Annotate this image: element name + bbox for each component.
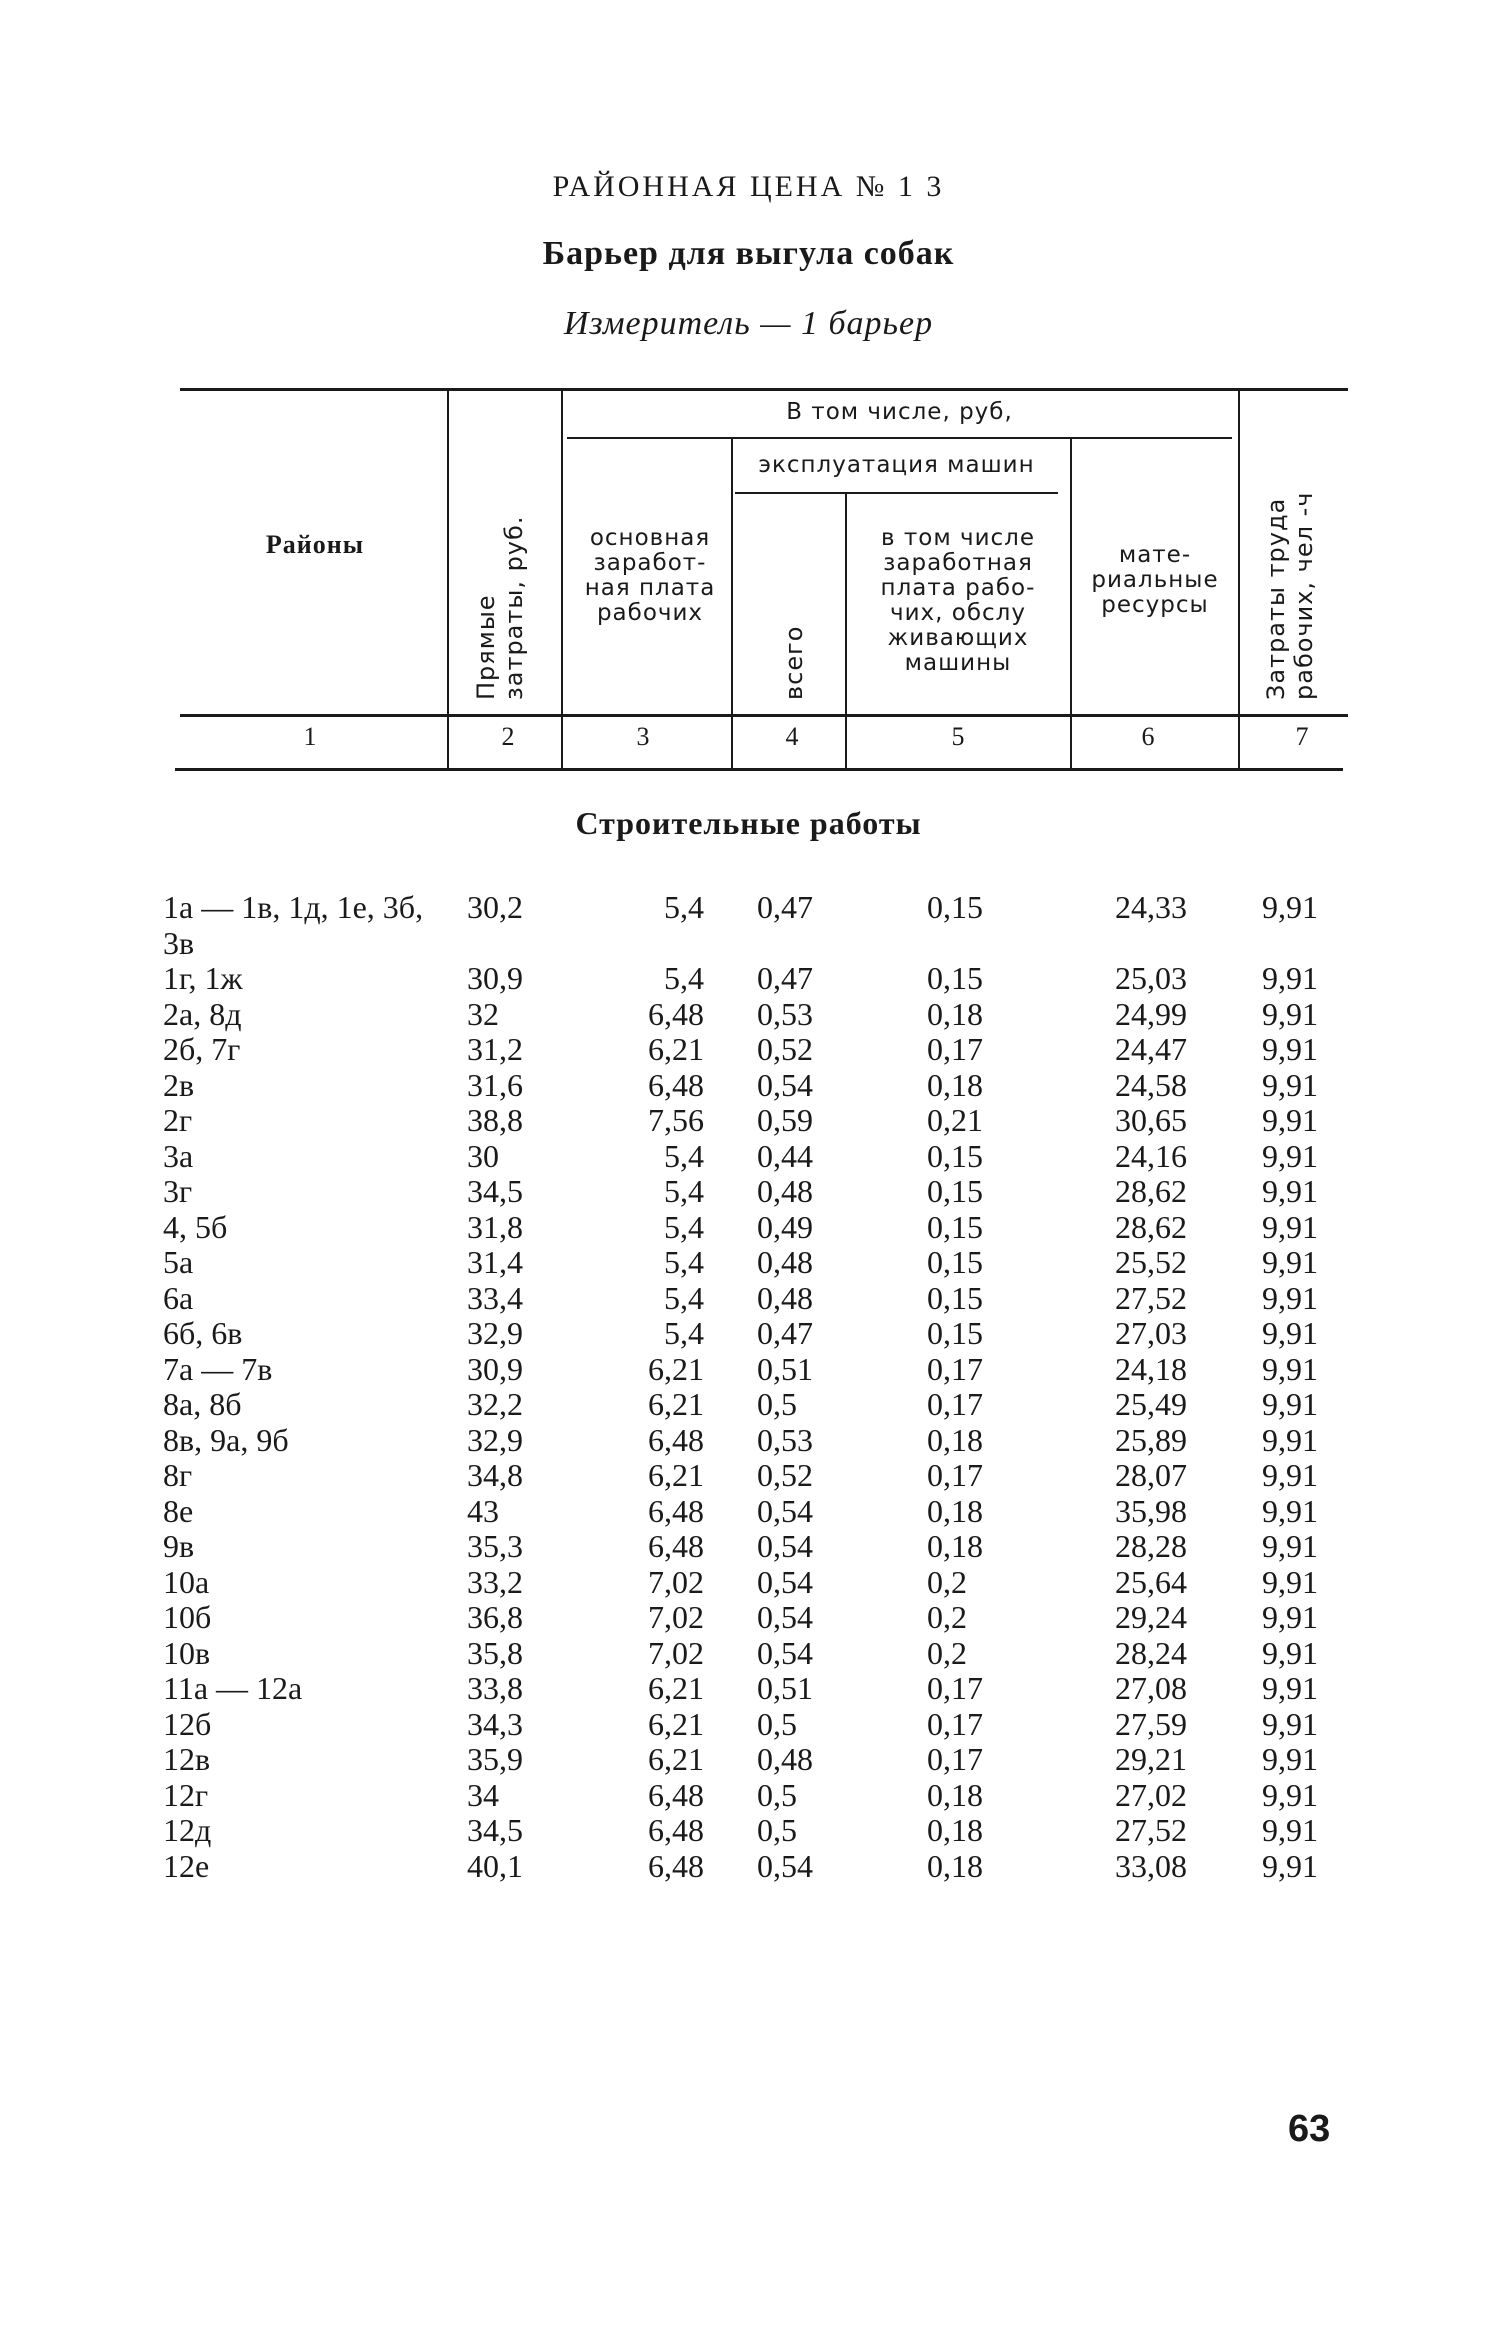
region-cell: 8е xyxy=(163,1492,194,1529)
labor-cell: 9,91 xyxy=(1262,1421,1318,1458)
column-number: 5 xyxy=(951,722,965,751)
materials-cell: 28,28 xyxy=(1115,1528,1187,1564)
machine-wages-cell: 0,15 xyxy=(927,889,983,925)
direct-costs-cell: 30,2 xyxy=(467,889,523,925)
table-row xyxy=(0,1849,1497,1885)
machine-total-cell: 0,5 xyxy=(757,1812,797,1848)
machine-wages-cell: 0,15 xyxy=(927,1279,983,1316)
direct-costs-cell: 31,6 xyxy=(467,1066,523,1103)
base-wages-cell: 6,48 xyxy=(648,1421,704,1458)
table-bottom-rule xyxy=(175,768,1343,771)
direct-costs-cell: 36,8 xyxy=(467,1599,523,1635)
region-cell: 6б, 6в xyxy=(163,1315,243,1351)
region-cell: 8в, 9а, 9б xyxy=(163,1421,289,1458)
table-row xyxy=(0,1707,1497,1743)
direct-costs-cell: 30,9 xyxy=(467,960,523,996)
column-number: 6 xyxy=(1141,722,1155,751)
base-wages-cell: 5,4 xyxy=(664,960,704,996)
region-cell: 3г xyxy=(163,1173,193,1209)
machine-wages-cell: 0,2 xyxy=(927,1563,967,1600)
region-cell: 2г xyxy=(163,1102,193,1138)
base-wages-cell: 5,4 xyxy=(664,1244,704,1280)
region-cell: 12д xyxy=(163,1812,212,1848)
materials-cell: 25,03 xyxy=(1115,960,1187,996)
base-wages-cell: 6,48 xyxy=(648,1492,704,1529)
direct-costs-cell: 33,2 xyxy=(467,1563,523,1600)
header-bottom-rule xyxy=(180,714,1348,717)
item-title: Барьер для выгула собак xyxy=(542,235,955,272)
materials-cell: 35,98 xyxy=(1115,1492,1187,1529)
header-machine-total: всего xyxy=(780,625,808,700)
region-cell: 3а xyxy=(163,1137,194,1174)
table-row xyxy=(0,1600,1497,1636)
region-cell: 8г xyxy=(163,1457,193,1493)
machine-total-cell: 0,5 xyxy=(757,1705,797,1742)
header-direct-costs: Прямые затраты, руб. xyxy=(472,515,528,700)
region-cell: 8а, 8б xyxy=(163,1386,242,1422)
labor-cell: 9,91 xyxy=(1262,1528,1318,1564)
table-row xyxy=(0,1316,1497,1352)
region-cell: 10а xyxy=(163,1563,210,1600)
vline-4 xyxy=(845,494,847,770)
machine-wages-cell: 0,15 xyxy=(927,1208,983,1245)
table-row xyxy=(0,1103,1497,1139)
base-wages-cell: 5,4 xyxy=(664,1173,704,1209)
table-row xyxy=(0,1210,1497,1246)
machine-wages-cell: 0,15 xyxy=(927,1244,983,1280)
base-wages-cell: 6,21 xyxy=(648,1457,704,1493)
labor-cell: 9,91 xyxy=(1262,1315,1318,1351)
direct-costs-cell: 32 xyxy=(467,995,499,1032)
machine-total-cell: 0,52 xyxy=(757,1457,813,1493)
price-table-body xyxy=(0,890,1497,1884)
table-row xyxy=(0,1174,1497,1210)
machine-total-cell: 0,51 xyxy=(757,1350,813,1387)
region-cell: 2б, 7г xyxy=(163,1031,241,1067)
materials-cell: 27,03 xyxy=(1115,1315,1187,1351)
subgroup-rule xyxy=(735,492,1058,494)
labor-cell: 9,91 xyxy=(1262,1031,1318,1067)
labor-cell: 9,91 xyxy=(1262,1244,1318,1280)
column-number: 7 xyxy=(1295,722,1309,751)
machine-total-cell: 0,44 xyxy=(757,1137,813,1174)
table-row xyxy=(0,1139,1497,1175)
materials-cell: 24,16 xyxy=(1115,1137,1187,1174)
materials-cell: 27,52 xyxy=(1115,1279,1187,1316)
base-wages-cell: 5,4 xyxy=(664,1137,704,1174)
section-title: Строительные работы xyxy=(575,805,922,841)
materials-cell: 29,21 xyxy=(1115,1741,1187,1777)
header-base-wages: основная заработ-ная плата рабочих xyxy=(584,525,716,626)
machine-total-cell: 0,54 xyxy=(757,1599,813,1635)
base-wages-cell: 6,21 xyxy=(648,1670,704,1706)
region-cell: 4, 5б xyxy=(163,1208,228,1245)
labor-cell: 9,91 xyxy=(1262,1812,1318,1848)
region-cell: 1а — 1в, 1д, 1е, 3б, 3в xyxy=(163,889,424,961)
materials-cell: 25,52 xyxy=(1115,1244,1187,1280)
machine-wages-cell: 0,17 xyxy=(927,1705,983,1742)
machine-wages-cell: 0,17 xyxy=(927,1670,983,1706)
labor-cell: 9,91 xyxy=(1262,1350,1318,1387)
machine-total-cell: 0,53 xyxy=(757,995,813,1032)
direct-costs-cell: 34,5 xyxy=(467,1173,523,1209)
machine-wages-cell: 0,17 xyxy=(927,1741,983,1777)
table-row xyxy=(0,890,1497,961)
machine-wages-cell: 0,15 xyxy=(927,1315,983,1351)
base-wages-cell: 7,56 xyxy=(648,1102,704,1138)
table-row xyxy=(0,1352,1497,1388)
machine-wages-cell: 0,18 xyxy=(927,1776,983,1813)
direct-costs-cell: 34 xyxy=(467,1776,499,1813)
materials-cell: 25,89 xyxy=(1115,1421,1187,1458)
machine-total-cell: 0,51 xyxy=(757,1670,813,1706)
vline-2 xyxy=(561,390,563,770)
materials-cell: 33,08 xyxy=(1115,1847,1187,1884)
region-cell: 12е xyxy=(163,1847,210,1884)
materials-cell: 27,08 xyxy=(1115,1670,1187,1706)
labor-cell: 9,91 xyxy=(1262,1634,1318,1671)
direct-costs-cell: 35,8 xyxy=(467,1634,523,1671)
base-wages-cell: 7,02 xyxy=(648,1599,704,1635)
machine-total-cell: 0,49 xyxy=(757,1208,813,1245)
labor-cell: 9,91 xyxy=(1262,1563,1318,1600)
base-wages-cell: 5,4 xyxy=(664,889,704,925)
column-number: 3 xyxy=(636,722,650,751)
header-labor: Затраты труда рабочих, чел -ч xyxy=(1262,491,1318,700)
column-number: 1 xyxy=(303,722,317,751)
table-row xyxy=(0,1636,1497,1672)
materials-cell: 24,47 xyxy=(1115,1031,1187,1067)
materials-cell: 25,49 xyxy=(1115,1386,1187,1422)
vline-3 xyxy=(731,439,733,770)
base-wages-cell: 6,48 xyxy=(648,995,704,1032)
base-wages-cell: 6,48 xyxy=(648,1066,704,1103)
machine-wages-cell: 0,18 xyxy=(927,995,983,1032)
table-row xyxy=(0,1387,1497,1423)
machine-total-cell: 0,5 xyxy=(757,1776,797,1813)
machine-wages-cell: 0,18 xyxy=(927,1812,983,1848)
region-cell: 5а xyxy=(163,1244,194,1280)
machine-wages-cell: 0,17 xyxy=(927,1031,983,1067)
machine-wages-cell: 0,17 xyxy=(927,1457,983,1493)
materials-cell: 29,24 xyxy=(1115,1599,1187,1635)
direct-costs-cell: 31,8 xyxy=(467,1208,523,1245)
labor-cell: 9,91 xyxy=(1262,1208,1318,1245)
direct-costs-cell: 31,4 xyxy=(467,1244,523,1280)
table-row xyxy=(0,1032,1497,1068)
region-cell: 2а, 8д xyxy=(163,995,242,1032)
materials-cell: 24,99 xyxy=(1115,995,1187,1032)
column-number: 4 xyxy=(785,722,799,751)
vline-1 xyxy=(447,390,449,770)
group-rule xyxy=(567,437,1232,439)
direct-costs-cell: 32,9 xyxy=(467,1315,523,1351)
region-cell: 1г, 1ж xyxy=(163,960,243,996)
region-cell: 11а — 12а xyxy=(163,1670,303,1706)
region-cell: 12б xyxy=(163,1705,212,1742)
machine-wages-cell: 0,15 xyxy=(927,960,983,996)
machine-total-cell: 0,48 xyxy=(757,1741,813,1777)
machine-total-cell: 0,54 xyxy=(757,1492,813,1529)
base-wages-cell: 6,48 xyxy=(648,1776,704,1813)
labor-cell: 9,91 xyxy=(1262,1137,1318,1174)
machine-wages-cell: 0,15 xyxy=(927,1137,983,1174)
table-row xyxy=(0,1281,1497,1317)
table-row xyxy=(0,1742,1497,1778)
materials-cell: 28,62 xyxy=(1115,1173,1187,1209)
labor-cell: 9,91 xyxy=(1262,1599,1318,1635)
machine-wages-cell: 0,18 xyxy=(927,1492,983,1529)
base-wages-cell: 7,02 xyxy=(648,1634,704,1671)
machine-wages-cell: 0,18 xyxy=(927,1421,983,1458)
base-wages-cell: 6,21 xyxy=(648,1741,704,1777)
direct-costs-cell: 43 xyxy=(467,1492,499,1529)
region-cell: 12г xyxy=(163,1776,209,1813)
table-row xyxy=(0,961,1497,997)
materials-cell: 28,24 xyxy=(1115,1634,1187,1671)
machine-total-cell: 0,47 xyxy=(757,889,813,925)
base-wages-cell: 6,48 xyxy=(648,1528,704,1564)
base-wages-cell: 5,4 xyxy=(664,1315,704,1351)
labor-cell: 9,91 xyxy=(1262,1279,1318,1316)
direct-costs-cell: 40,1 xyxy=(467,1847,523,1884)
machine-wages-cell: 0,21 xyxy=(927,1102,983,1138)
header-materials: мате-риальные ресурсы xyxy=(1091,542,1219,618)
header-regions: Районы xyxy=(265,530,365,559)
labor-cell: 9,91 xyxy=(1262,1102,1318,1138)
direct-costs-cell: 34,3 xyxy=(467,1705,523,1742)
machine-wages-cell: 0,17 xyxy=(927,1386,983,1422)
materials-cell: 24,33 xyxy=(1115,889,1187,925)
machine-wages-cell: 0,2 xyxy=(927,1634,967,1671)
machine-wages-cell: 0,18 xyxy=(927,1847,983,1884)
region-cell: 10б xyxy=(163,1599,212,1635)
labor-cell: 9,91 xyxy=(1262,995,1318,1032)
machine-total-cell: 0,59 xyxy=(757,1102,813,1138)
table-row xyxy=(0,1494,1497,1530)
machine-total-cell: 0,54 xyxy=(757,1847,813,1884)
region-cell: 10в xyxy=(163,1634,211,1671)
materials-cell: 24,18 xyxy=(1115,1350,1187,1387)
base-wages-cell: 7,02 xyxy=(648,1563,704,1600)
machine-wages-cell: 0,2 xyxy=(927,1599,967,1635)
direct-costs-cell: 32,2 xyxy=(467,1386,523,1422)
machine-total-cell: 0,48 xyxy=(757,1173,813,1209)
price-number-heading: РАЙОННАЯ ЦЕНА № 1 3 xyxy=(552,170,945,203)
table-row xyxy=(0,1458,1497,1494)
region-cell: 2в xyxy=(163,1066,195,1103)
labor-cell: 9,91 xyxy=(1262,1670,1318,1706)
labor-cell: 9,91 xyxy=(1262,1066,1318,1103)
header-machine-wages: в том числе заработная плата рабо-чих, обслу живающих машины xyxy=(880,525,1036,676)
table-row xyxy=(0,1529,1497,1565)
base-wages-cell: 6,21 xyxy=(648,1386,704,1422)
materials-cell: 27,52 xyxy=(1115,1812,1187,1848)
table-row xyxy=(0,1565,1497,1601)
base-wages-cell: 6,48 xyxy=(648,1847,704,1884)
materials-cell: 27,59 xyxy=(1115,1705,1187,1742)
page-number: 63 xyxy=(1288,2108,1331,2150)
region-cell: 12в xyxy=(163,1741,211,1777)
machine-total-cell: 0,52 xyxy=(757,1031,813,1067)
machine-wages-cell: 0,18 xyxy=(927,1528,983,1564)
table-row xyxy=(0,1245,1497,1281)
table-top-rule xyxy=(180,388,1348,391)
region-cell: 9в xyxy=(163,1528,195,1564)
direct-costs-cell: 33,8 xyxy=(467,1670,523,1706)
machine-total-cell: 0,54 xyxy=(757,1528,813,1564)
machine-total-cell: 0,47 xyxy=(757,1315,813,1351)
machine-total-cell: 0,5 xyxy=(757,1386,797,1422)
materials-cell: 28,07 xyxy=(1115,1457,1187,1493)
direct-costs-cell: 30,9 xyxy=(467,1350,523,1387)
direct-costs-cell: 38,8 xyxy=(467,1102,523,1138)
materials-cell: 30,65 xyxy=(1115,1102,1187,1138)
materials-cell: 27,02 xyxy=(1115,1776,1187,1813)
materials-cell: 24,58 xyxy=(1115,1066,1187,1103)
base-wages-cell: 6,21 xyxy=(648,1350,704,1387)
table-row xyxy=(0,997,1497,1033)
base-wages-cell: 5,4 xyxy=(664,1279,704,1316)
labor-cell: 9,91 xyxy=(1262,1705,1318,1742)
labor-cell: 9,91 xyxy=(1262,1847,1318,1884)
labor-cell: 9,91 xyxy=(1262,1386,1318,1422)
column-number: 2 xyxy=(501,722,515,751)
labor-cell: 9,91 xyxy=(1262,1173,1318,1209)
direct-costs-cell: 30 xyxy=(467,1137,499,1174)
labor-cell: 9,91 xyxy=(1262,1776,1318,1813)
machine-total-cell: 0,54 xyxy=(757,1563,813,1600)
machine-total-cell: 0,48 xyxy=(757,1279,813,1316)
direct-costs-cell: 33,4 xyxy=(467,1279,523,1316)
region-cell: 6а xyxy=(163,1279,194,1316)
table-row xyxy=(0,1068,1497,1104)
machine-wages-cell: 0,15 xyxy=(927,1173,983,1209)
labor-cell: 9,91 xyxy=(1262,1492,1318,1529)
table-row xyxy=(0,1423,1497,1459)
direct-costs-cell: 34,5 xyxy=(467,1812,523,1848)
base-wages-cell: 6,48 xyxy=(648,1812,704,1848)
vline-5 xyxy=(1070,439,1072,770)
materials-cell: 28,62 xyxy=(1115,1208,1187,1245)
direct-costs-cell: 35,9 xyxy=(467,1741,523,1777)
table-row xyxy=(0,1813,1497,1849)
machine-total-cell: 0,53 xyxy=(757,1421,813,1458)
region-cell: 7а — 7в xyxy=(163,1350,273,1387)
direct-costs-cell: 34,8 xyxy=(467,1457,523,1493)
machine-total-cell: 0,54 xyxy=(757,1634,813,1671)
direct-costs-cell: 32,9 xyxy=(467,1421,523,1458)
machine-total-cell: 0,47 xyxy=(757,960,813,996)
header-machine-operation: эксплуатация машин xyxy=(758,452,1035,478)
table-row xyxy=(0,1671,1497,1707)
machine-wages-cell: 0,17 xyxy=(927,1350,983,1387)
labor-cell: 9,91 xyxy=(1262,1457,1318,1493)
direct-costs-cell: 31,2 xyxy=(467,1031,523,1067)
header-group: В том числе, руб, xyxy=(786,399,1013,425)
direct-costs-cell: 35,3 xyxy=(467,1528,523,1564)
base-wages-cell: 6,21 xyxy=(648,1031,704,1067)
machine-wages-cell: 0,18 xyxy=(927,1066,983,1103)
table-row xyxy=(0,1778,1497,1814)
labor-cell: 9,91 xyxy=(1262,960,1318,996)
machine-total-cell: 0,54 xyxy=(757,1066,813,1103)
base-wages-cell: 6,21 xyxy=(648,1705,704,1742)
labor-cell: 9,91 xyxy=(1262,889,1318,925)
unit-of-measure: Измеритель — 1 барьер xyxy=(563,305,934,342)
materials-cell: 25,64 xyxy=(1115,1563,1187,1600)
labor-cell: 9,91 xyxy=(1262,1741,1318,1777)
machine-total-cell: 0,48 xyxy=(757,1244,813,1280)
base-wages-cell: 5,4 xyxy=(664,1208,704,1245)
vline-6 xyxy=(1238,390,1240,770)
